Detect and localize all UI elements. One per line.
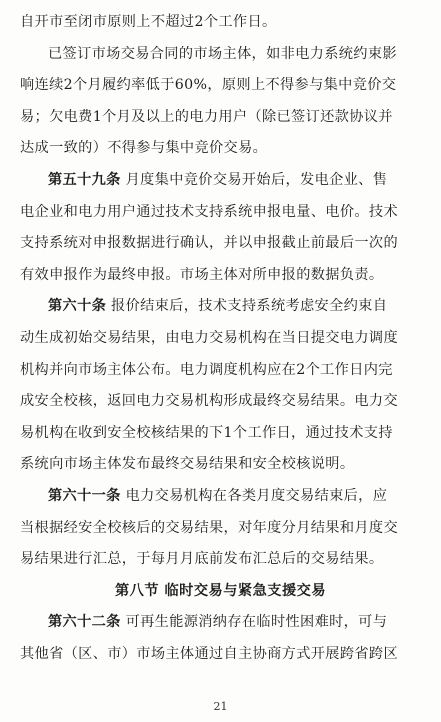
paragraph-line: 动生成初始交易结果，由电力交易机构在当日提交电力调度: [20, 330, 398, 346]
article-line: [48, 486, 428, 506]
paragraph-line: 电企业和电力用户通过技术支持系统申报电量、电价。技术: [20, 203, 398, 220]
paragraph-line: 系统向市场主体发布最终交易结果和安全校核说明。: [20, 456, 355, 473]
article-number: 第六十二条: [48, 614, 121, 631]
page-number: 21: [213, 700, 228, 713]
paragraph-line: 支持系统对申报数据进行确认，并以申报截止前最后一次的: [20, 235, 398, 252]
article-text: 电力交易机构在各类月度交易结束后，应: [125, 488, 388, 504]
paragraph-line: 成安全校核，返回电力交易机构形成最终交易结果。电力交: [20, 393, 398, 410]
paragraph-line: 自开市至闭市原则上不超过2个工作日。: [20, 14, 277, 30]
paragraph-line: 易机构在收到安全校核结果的下1个工作日，通过技术支持: [20, 424, 393, 441]
paragraph-line: 已签订市场交易合同的市场主体，如非电力系统约束影: [48, 45, 397, 62]
article-number: 第六十条: [48, 298, 107, 315]
article-text: 可再生能源消纳存在临时性困难时，可与: [125, 614, 388, 631]
paragraph-line: 易结果进行汇总，于每月月底前发布汇总后的交易结果。: [20, 551, 384, 568]
article-line: [48, 170, 428, 190]
paragraph-line: 当根据经安全校核后的交易结果，对年度分月结果和月度交: [20, 519, 398, 536]
paragraph-line: 其他省（区、市）市场主体通过自主协商方式开展跨省跨区: [20, 646, 398, 662]
article-text: 月度集中竞价交易开始后，发电企业、售: [125, 172, 388, 188]
paragraph-line: 响连续2个月履约率低于60%，原则上不得参与集中竞价交: [20, 77, 397, 94]
article-line: [48, 296, 428, 316]
article-number: 第六十一条: [48, 488, 121, 504]
article-line: [48, 612, 428, 632]
article-number: 第五十九条: [48, 172, 121, 188]
section-heading: 第八节 临时交易与紧急支援交易: [114, 582, 327, 599]
paragraph-line: 易；欠电费1个月及以上的电力用户（除已签订还款协议并: [20, 108, 393, 125]
article-text: 报价结束后，技术支持系统考虑安全约束自: [111, 298, 388, 315]
paragraph-line: 达成一致的）不得参与集中竞价交易。: [20, 140, 268, 157]
paragraph-line: 有效申报作为最终申报。市场主体对所申报的数据负责。: [20, 266, 384, 283]
paragraph-line: 机构并向市场主体公布。电力调度机构应在2个工作日内完: [20, 361, 393, 378]
